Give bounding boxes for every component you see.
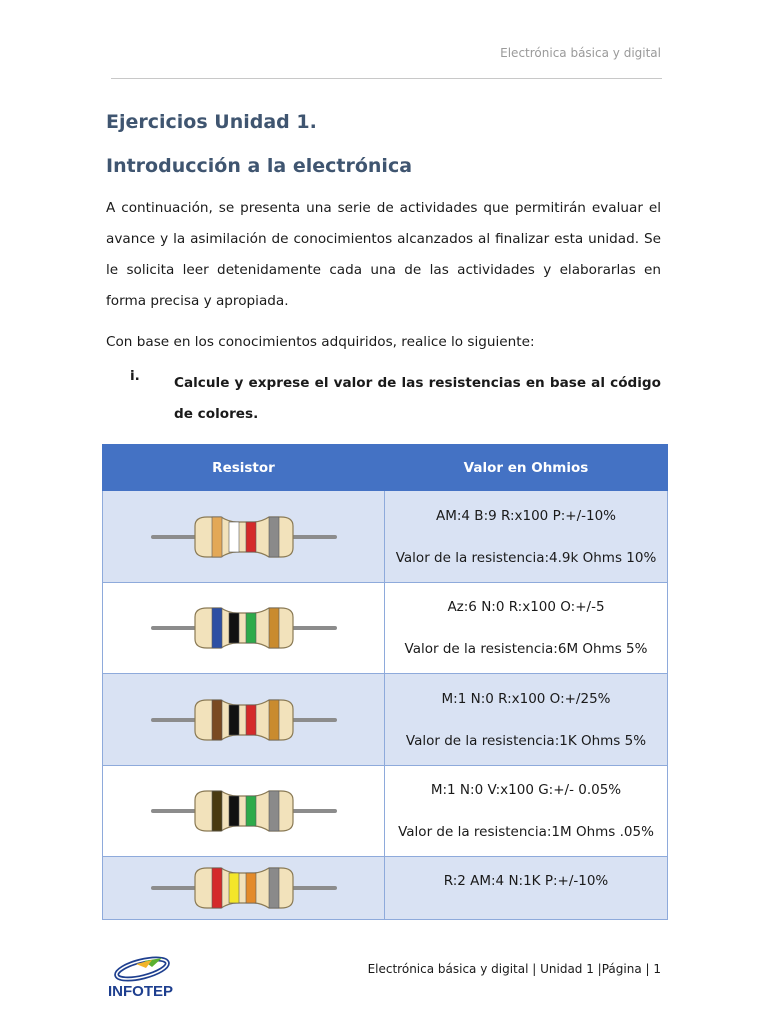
ohms-cell	[385, 857, 668, 920]
resistor-image-cell	[103, 583, 385, 674]
resistor-band	[212, 791, 222, 831]
section-title: Introducción a la electrónica	[106, 155, 413, 177]
resistance-value-text: Valor de la resistencia:4.9k Ohms 10%	[395, 549, 657, 566]
table-row	[103, 583, 668, 674]
resistor-band	[229, 705, 239, 735]
running-header: Electrónica básica y digital	[500, 46, 661, 60]
color-codes-text: R:2 AM:4 N:1K P:+/-10%	[443, 873, 609, 889]
ohms-cell	[385, 491, 668, 583]
resistor-band	[212, 608, 222, 648]
resistance-value-text: Valor de la resistencia:1K Ohms 5%	[405, 732, 647, 749]
resistor-band	[269, 700, 279, 740]
ohms-cell	[385, 583, 668, 674]
table-row	[103, 766, 668, 857]
resistor-icon	[149, 514, 339, 560]
resistor-band	[212, 517, 222, 557]
resistance-value-text: Valor de la resistencia:6M Ohms 5%	[404, 641, 648, 657]
resistor-band	[229, 613, 239, 643]
resistor-band	[269, 608, 279, 648]
resistor-icon	[149, 605, 339, 651]
resistor-image-cell	[103, 766, 385, 857]
resistor-icon	[149, 788, 339, 834]
header-ohms: Valor en Ohmios	[385, 445, 668, 491]
resistor-icon	[149, 865, 339, 911]
resistor-table	[102, 444, 668, 920]
resistor-band	[246, 873, 256, 903]
resistor-band	[246, 796, 256, 826]
resistor-band	[229, 522, 239, 552]
resistor-band	[246, 613, 256, 643]
table-row	[103, 674, 668, 766]
list-item-text: Calcule y exprese el valor de las resistencias en base al código de colores.	[174, 375, 661, 422]
resistor-band	[246, 522, 256, 552]
resistor-band	[269, 791, 279, 831]
color-codes-text: M:1 N:0 V:x100 G:+/- 0.05%	[430, 782, 622, 798]
page-footer: Electrónica básica y digital | Unidad 1 |Página | 1	[367, 962, 661, 976]
list-item-number: i.	[130, 368, 140, 384]
table-row	[103, 491, 668, 583]
resistor-icon	[149, 697, 339, 743]
resistor-band	[269, 517, 279, 557]
resistor-band	[246, 705, 256, 735]
resistor-image-cell	[103, 674, 385, 766]
header-divider	[111, 78, 662, 79]
color-codes-text: M:1 N:0 R:x100 O:+/25%	[441, 690, 611, 707]
resistance-value-text: Valor de la resistencia:1M Ohms .05%	[398, 824, 654, 840]
resistor-image-cell	[103, 491, 385, 583]
instruction-paragraph: Con base en los conocimientos adquiridos, realice lo siguiente:	[106, 334, 535, 350]
table-header-row	[103, 445, 668, 491]
header-resistor: Resistor	[103, 445, 385, 491]
intro-paragraph: A continuación, se presenta una serie de actividades que permitirán evaluar el avance y la asimilación de conocimientos alcanzados al finalizar esta unidad. Se le solicita leer detenidamente cada una de las actividades y elaborarlas en forma precisa y apropiada.	[106, 200, 661, 309]
logo-text: INFOTEP	[108, 983, 174, 1000]
color-codes-text: Az:6 N:0 R:x100 O:+/-5	[447, 599, 605, 615]
resistor-band	[212, 868, 222, 908]
ohms-cell	[385, 766, 668, 857]
ohms-cell	[385, 674, 668, 766]
resistor-image-cell	[103, 857, 385, 920]
table-row	[103, 857, 668, 920]
resistor-band	[269, 868, 279, 908]
infotep-logo	[106, 952, 186, 1004]
resistor-band	[229, 796, 239, 826]
resistor-band	[229, 873, 239, 903]
color-codes-text: AM:4 B:9 R:x100 P:+/-10%	[436, 507, 616, 524]
resistor-band	[212, 700, 222, 740]
page-title: Ejercicios Unidad 1.	[106, 111, 317, 133]
